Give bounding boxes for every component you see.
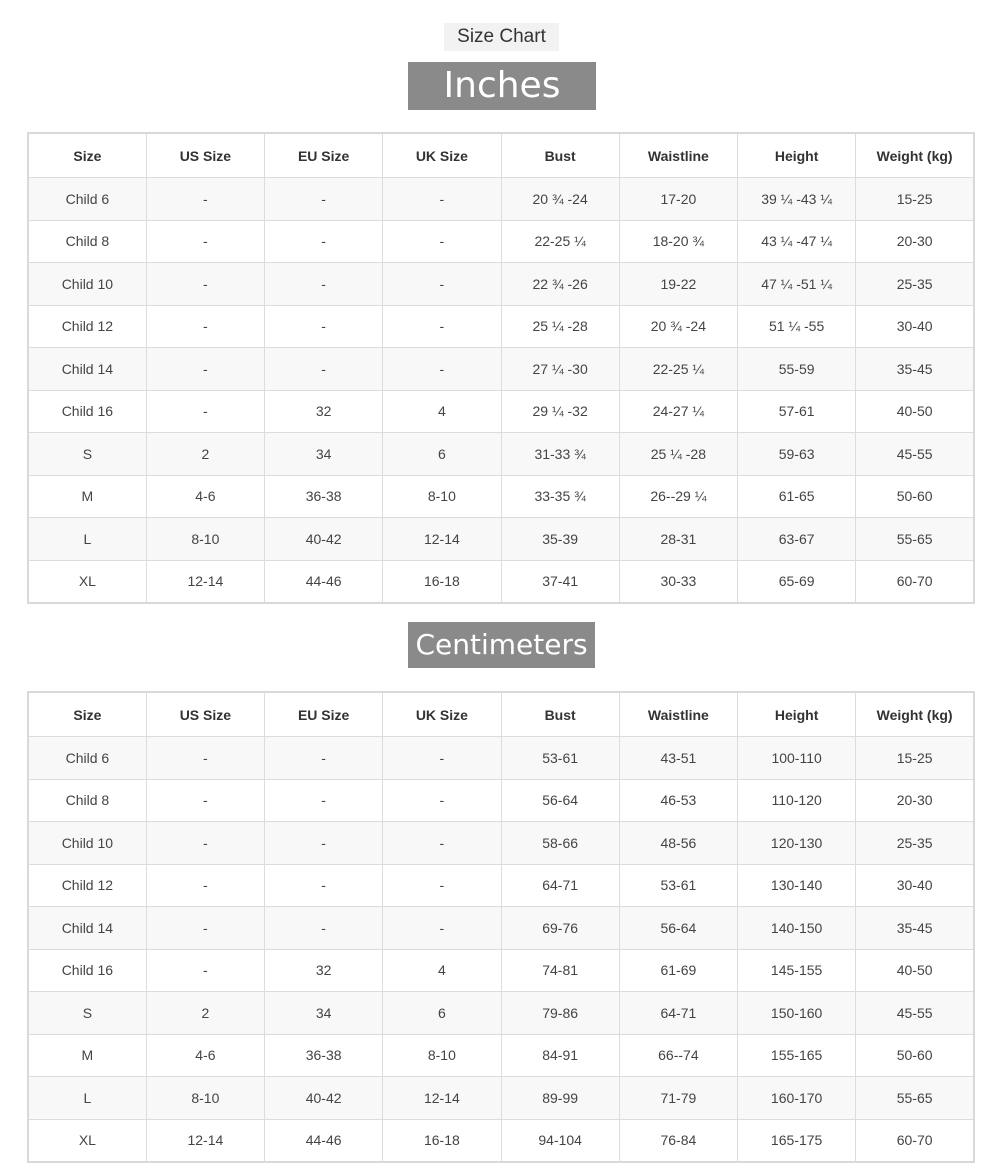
table-row [28, 305, 974, 348]
table-cell: 30-33 [619, 560, 737, 603]
table-row [28, 822, 974, 865]
table-row [28, 475, 974, 518]
table-cell: 4-6 [146, 1034, 264, 1077]
table-cell: - [146, 348, 264, 391]
table-cell: - [265, 220, 383, 263]
table-cell: 16-18 [383, 1119, 501, 1162]
table-cell: 65-69 [738, 560, 856, 603]
table-cell: 2 [146, 992, 264, 1035]
table-cell: L [28, 1077, 146, 1120]
column-header: Size [28, 692, 146, 737]
table-cell: - [146, 263, 264, 306]
table-cell: - [265, 263, 383, 306]
table-cell: 45-55 [856, 992, 974, 1035]
table-cell: 4-6 [146, 475, 264, 518]
table-cell: 59-63 [738, 433, 856, 476]
table-cell: 8-10 [146, 1077, 264, 1120]
table-cell: - [383, 348, 501, 391]
table-cell: - [383, 737, 501, 780]
table-cell: - [383, 907, 501, 950]
table-cell: 44-46 [265, 1119, 383, 1162]
table-cell: 25-35 [856, 263, 974, 306]
column-header: Waistline [619, 692, 737, 737]
table-body [28, 178, 974, 604]
table-cell: 150-160 [738, 992, 856, 1035]
table-cell: Child 16 [28, 390, 146, 433]
table-cell: - [146, 907, 264, 950]
table-row [28, 737, 974, 780]
table-cell: 16-18 [383, 560, 501, 603]
table-cell: 27 ¼ -30 [501, 348, 619, 391]
table-cell: 110-120 [738, 779, 856, 822]
table-cell: 12-14 [383, 1077, 501, 1120]
table-cell: 25 ¼ -28 [501, 305, 619, 348]
table-cell: 28-31 [619, 518, 737, 561]
table-cell: - [146, 949, 264, 992]
table-cell: 35-39 [501, 518, 619, 561]
table-cell: 30-40 [856, 864, 974, 907]
table-cell: - [146, 737, 264, 780]
table-cell: 60-70 [856, 560, 974, 603]
table-row [28, 348, 974, 391]
table-cell: 56-64 [501, 779, 619, 822]
table-cell: 19-22 [619, 263, 737, 306]
table-row [28, 390, 974, 433]
table-cell: Child 10 [28, 822, 146, 865]
table-cell: 50-60 [856, 1034, 974, 1077]
table-cell: 48-56 [619, 822, 737, 865]
table-cell: 20 ¾ -24 [501, 178, 619, 221]
table-cell: Child 8 [28, 779, 146, 822]
centimeters-size-table [27, 691, 975, 1163]
table-cell: - [383, 178, 501, 221]
table-cell: 69-76 [501, 907, 619, 950]
column-header: EU Size [265, 133, 383, 178]
table-cell: 22 ¾ -26 [501, 263, 619, 306]
table-cell: - [383, 305, 501, 348]
table-row [28, 1119, 974, 1162]
table-cell: 43 ¼ -47 ¼ [738, 220, 856, 263]
table-cell: 40-42 [265, 1077, 383, 1120]
table-cell: 60-70 [856, 1119, 974, 1162]
page-title: Size Chart [444, 23, 559, 51]
table-row [28, 178, 974, 221]
table-cell: - [146, 779, 264, 822]
table-cell: 53-61 [501, 737, 619, 780]
table-cell: - [265, 305, 383, 348]
table-cell: 20-30 [856, 220, 974, 263]
table-cell: 20-30 [856, 779, 974, 822]
table-cell: Child 16 [28, 949, 146, 992]
table-cell: 8-10 [383, 1034, 501, 1077]
table-cell: 34 [265, 433, 383, 476]
column-header: US Size [146, 692, 264, 737]
table-cell: 57-61 [738, 390, 856, 433]
table-cell: 56-64 [619, 907, 737, 950]
table-cell: 25 ¼ -28 [619, 433, 737, 476]
table-cell: S [28, 992, 146, 1035]
inches-heading: Inches [408, 62, 596, 110]
table-cell: L [28, 518, 146, 561]
table-row [28, 220, 974, 263]
table-row [28, 992, 974, 1035]
table-cell: 66--74 [619, 1034, 737, 1077]
table-cell: 64-71 [501, 864, 619, 907]
table-cell: 94-104 [501, 1119, 619, 1162]
table-cell: 40-50 [856, 390, 974, 433]
table-cell: - [265, 822, 383, 865]
table-cell: 4 [383, 390, 501, 433]
table-body [28, 737, 974, 1163]
table-cell: 12-14 [146, 560, 264, 603]
column-header: Height [738, 133, 856, 178]
table-cell: 140-150 [738, 907, 856, 950]
table-cell: 15-25 [856, 737, 974, 780]
table-cell: XL [28, 1119, 146, 1162]
table-row [28, 907, 974, 950]
table-cell: 12-14 [146, 1119, 264, 1162]
table-row [28, 560, 974, 603]
table-cell: 35-45 [856, 348, 974, 391]
column-header: Size [28, 133, 146, 178]
table-cell: 26--29 ¼ [619, 475, 737, 518]
table-cell: - [383, 822, 501, 865]
table-cell: 31-33 ¾ [501, 433, 619, 476]
table-cell: - [146, 220, 264, 263]
table-cell: 36-38 [265, 1034, 383, 1077]
column-header: UK Size [383, 692, 501, 737]
table-cell: - [265, 737, 383, 780]
table-cell: - [383, 220, 501, 263]
table-cell: 61-65 [738, 475, 856, 518]
table-cell: 35-45 [856, 907, 974, 950]
table-cell: 32 [265, 949, 383, 992]
table-cell: XL [28, 560, 146, 603]
table-row [28, 864, 974, 907]
table-cell: 74-81 [501, 949, 619, 992]
table-cell: 79-86 [501, 992, 619, 1035]
table-cell: - [146, 390, 264, 433]
table-cell: 36-38 [265, 475, 383, 518]
table-cell: - [265, 178, 383, 221]
table-cell: - [383, 864, 501, 907]
column-header: Bust [501, 133, 619, 178]
table-cell: 45-55 [856, 433, 974, 476]
table-cell: 29 ¼ -32 [501, 390, 619, 433]
table-cell: - [265, 348, 383, 391]
table-cell: 8-10 [146, 518, 264, 561]
table-cell: 43-51 [619, 737, 737, 780]
table-cell: Child 6 [28, 737, 146, 780]
table-cell: 17-20 [619, 178, 737, 221]
table-cell: 6 [383, 992, 501, 1035]
table-row [28, 779, 974, 822]
table-cell: Child 14 [28, 907, 146, 950]
table-cell: 6 [383, 433, 501, 476]
table-cell: 165-175 [738, 1119, 856, 1162]
table-cell: 47 ¼ -51 ¼ [738, 263, 856, 306]
table-cell: 64-71 [619, 992, 737, 1035]
column-header: EU Size [265, 692, 383, 737]
table-cell: 53-61 [619, 864, 737, 907]
table-cell: 51 ¼ -55 [738, 305, 856, 348]
column-header: US Size [146, 133, 264, 178]
column-header: Weight (kg) [856, 133, 974, 178]
table-row [28, 1077, 974, 1120]
table-cell: M [28, 1034, 146, 1077]
table-cell: Child 6 [28, 178, 146, 221]
table-cell: - [265, 864, 383, 907]
table-cell: 46-53 [619, 779, 737, 822]
table-cell: 61-69 [619, 949, 737, 992]
table-cell: - [146, 822, 264, 865]
table-cell: S [28, 433, 146, 476]
table-cell: 160-170 [738, 1077, 856, 1120]
table-cell: 30-40 [856, 305, 974, 348]
column-header: Waistline [619, 133, 737, 178]
table-cell: 50-60 [856, 475, 974, 518]
table-cell: 55-65 [856, 1077, 974, 1120]
table-cell: - [383, 263, 501, 306]
table-cell: Child 12 [28, 305, 146, 348]
table-cell: 89-99 [501, 1077, 619, 1120]
column-header: UK Size [383, 133, 501, 178]
table-cell: - [265, 779, 383, 822]
table-cell: 100-110 [738, 737, 856, 780]
inches-size-table [27, 132, 975, 604]
table-cell: 15-25 [856, 178, 974, 221]
table-cell: 37-41 [501, 560, 619, 603]
table-cell: 32 [265, 390, 383, 433]
table-cell: 22-25 ¼ [619, 348, 737, 391]
table-row [28, 949, 974, 992]
table-cell: - [265, 907, 383, 950]
column-header: Height [738, 692, 856, 737]
table-cell: 40-50 [856, 949, 974, 992]
table-cell: 58-66 [501, 822, 619, 865]
table-cell: - [383, 779, 501, 822]
table-cell: 4 [383, 949, 501, 992]
table-row [28, 263, 974, 306]
table-cell: 12-14 [383, 518, 501, 561]
table-cell: 71-79 [619, 1077, 737, 1120]
table-cell: 120-130 [738, 822, 856, 865]
table-cell: Child 10 [28, 263, 146, 306]
table-cell: 8-10 [383, 475, 501, 518]
table-cell: 155-165 [738, 1034, 856, 1077]
table-header-row [28, 133, 974, 178]
centimeters-heading: Centimeters [408, 622, 595, 668]
table-cell: 33-35 ¾ [501, 475, 619, 518]
table-cell: 22-25 ¼ [501, 220, 619, 263]
table-cell: M [28, 475, 146, 518]
table-cell: - [146, 305, 264, 348]
table-cell: 24-27 ¼ [619, 390, 737, 433]
table-cell: 63-67 [738, 518, 856, 561]
table-cell: 34 [265, 992, 383, 1035]
table-cell: 2 [146, 433, 264, 476]
table-cell: Child 14 [28, 348, 146, 391]
table-row [28, 518, 974, 561]
table-row [28, 1034, 974, 1077]
table-cell: 55-65 [856, 518, 974, 561]
table-row [28, 433, 974, 476]
table-cell: Child 8 [28, 220, 146, 263]
column-header: Weight (kg) [856, 692, 974, 737]
table-cell: 25-35 [856, 822, 974, 865]
table-cell: 130-140 [738, 864, 856, 907]
table-cell: 44-46 [265, 560, 383, 603]
table-cell: 145-155 [738, 949, 856, 992]
column-header: Bust [501, 692, 619, 737]
table-cell: 39 ¼ -43 ¼ [738, 178, 856, 221]
table-cell: Child 12 [28, 864, 146, 907]
table-cell: 55-59 [738, 348, 856, 391]
table-cell: - [146, 864, 264, 907]
table-cell: 84-91 [501, 1034, 619, 1077]
table-cell: 76-84 [619, 1119, 737, 1162]
table-cell: 18-20 ¾ [619, 220, 737, 263]
table-cell: - [146, 178, 264, 221]
table-cell: 40-42 [265, 518, 383, 561]
table-cell: 20 ¾ -24 [619, 305, 737, 348]
table-header-row [28, 692, 974, 737]
